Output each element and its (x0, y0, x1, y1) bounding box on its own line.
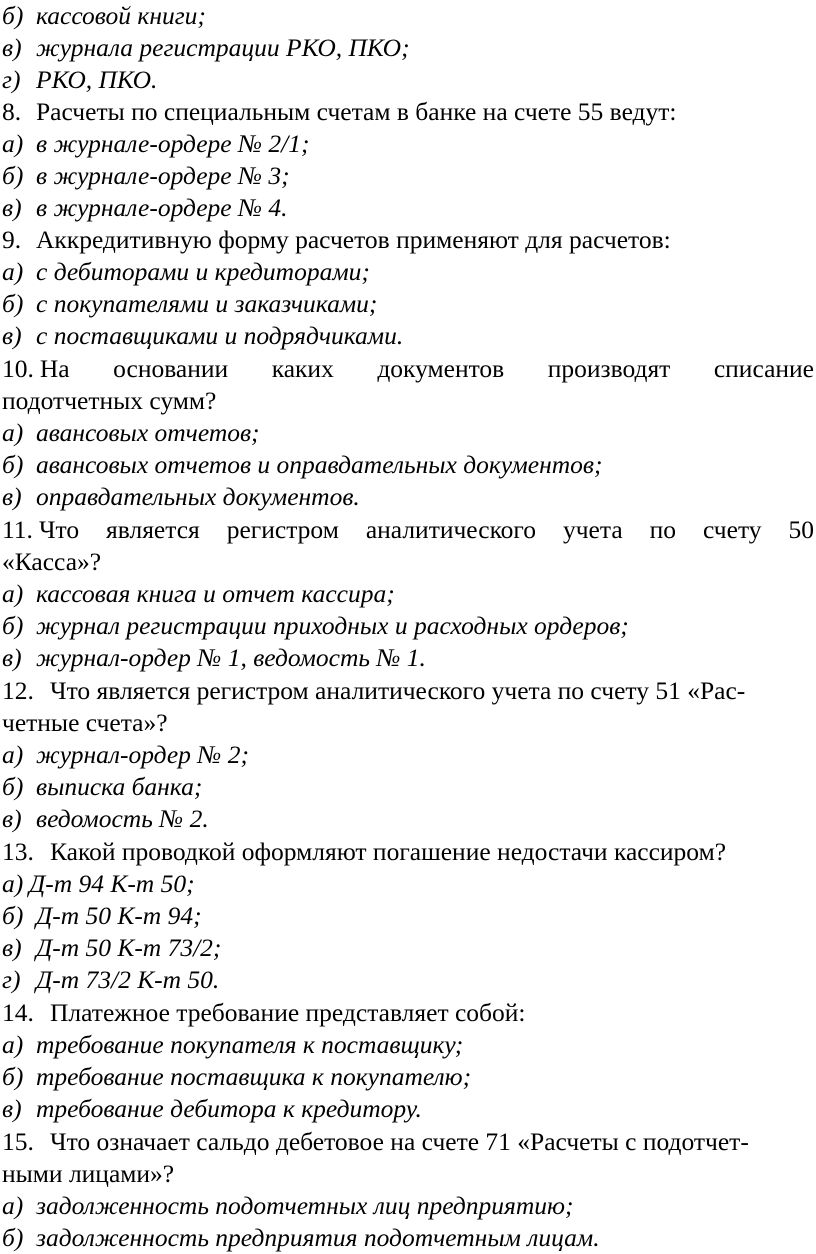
question-number: 10. (2, 354, 34, 383)
answer-option (2, 610, 814, 642)
option-label: а) (2, 418, 24, 447)
option-text: задолженность предприятия подотчетным лицам. (36, 1223, 600, 1252)
option-label: б) (2, 611, 24, 640)
option-label: в) (2, 933, 22, 962)
answer-option (2, 578, 814, 610)
option-label: в) (2, 33, 22, 62)
question-14 (2, 997, 814, 1029)
option-label: б) (2, 1062, 24, 1091)
question-8 (2, 96, 814, 128)
answer-option (2, 1190, 814, 1222)
option-text: Д-т 50 К-т 73/2; (36, 933, 222, 962)
option-text: журнал-ордер № 1, ведомость № 1. (36, 643, 426, 672)
question-text: Платежное требование представляет собой: (50, 998, 526, 1027)
question-number: 14. (2, 998, 34, 1027)
question-9 (2, 224, 814, 256)
question-text: Аккредитивную форму расчетов применяют для расчетов: (36, 225, 671, 254)
answer-option (2, 417, 814, 449)
option-label: а) (2, 129, 24, 158)
option-text: в журнале-ордере № 4. (36, 193, 288, 222)
answer-option (2, 481, 814, 513)
option-label: г) (2, 65, 21, 94)
option-text: задолженность подотчетных лиц предприятию; (36, 1191, 574, 1220)
option-label: а) (2, 257, 24, 286)
answer-option (2, 964, 814, 996)
question-15 (2, 1126, 814, 1158)
option-text: Д-т 73/2 К-т 50. (36, 965, 220, 994)
option-label: в) (2, 193, 22, 222)
answer-option (2, 0, 814, 32)
option-label: б) (2, 1, 24, 30)
option-label: в) (2, 804, 22, 833)
option-label: а) (2, 1191, 24, 1220)
option-text: журнал регистрации приходных и расходных ордеров; (36, 611, 629, 640)
question-number: 12. (2, 676, 34, 705)
answer-option (2, 1093, 814, 1125)
answer-option (2, 868, 814, 900)
option-text: требование покупателя к поставщику; (36, 1030, 464, 1059)
question-10 (2, 353, 814, 385)
option-label: б) (2, 1223, 24, 1252)
answer-option (2, 771, 814, 803)
option-label: в) (2, 321, 22, 350)
answer-option (2, 900, 814, 932)
answer-option (2, 64, 814, 96)
question-number: 13. (2, 837, 34, 866)
question-number: 15. (2, 1127, 34, 1156)
answer-option (2, 192, 814, 224)
question-11 (2, 514, 814, 546)
option-label: б) (2, 289, 24, 318)
option-label: в) (2, 482, 22, 511)
option-label: а) (2, 869, 24, 898)
answer-option (2, 1029, 814, 1061)
option-label: б) (2, 901, 24, 930)
question-12 (2, 675, 814, 707)
question-text: Что является регистром аналитического учета по счету 50 (38, 515, 814, 544)
option-label: в) (2, 643, 22, 672)
answer-option (2, 128, 814, 160)
answer-option (2, 320, 814, 352)
option-label: б) (2, 161, 24, 190)
question-text: Какой проводкой оформляют погашение недостачи кассиром? (50, 837, 727, 866)
option-text: с покупателями и заказчиками; (36, 289, 378, 318)
option-label: б) (2, 772, 24, 801)
option-text: с поставщиками и подрядчиками. (36, 321, 404, 350)
option-text: кассовая книга и отчет кассира; (36, 579, 395, 608)
answer-option (2, 288, 814, 320)
answer-option (2, 739, 814, 771)
option-text: РКО, ПКО. (36, 65, 158, 94)
question-continuation: «Касса»? (2, 547, 102, 576)
option-text: в журнале-ордере № 2/1; (36, 129, 310, 158)
option-label: в) (2, 1094, 22, 1123)
question-text: На основании каких документов производят списание (39, 354, 814, 383)
option-label: г) (2, 965, 21, 994)
option-text: авансовых отчетов и оправдательных документов; (36, 450, 603, 479)
option-text: авансовых отчетов; (36, 418, 260, 447)
option-label: а) (2, 1030, 24, 1059)
question-text: Расчеты по специальным счетам в банке на счете 55 ведут: (36, 97, 677, 126)
question-number: 11. (2, 515, 33, 544)
option-label: а) (2, 740, 24, 769)
question-continuation: четные счета»? (2, 708, 168, 737)
option-text: оправдательных документов. (36, 482, 360, 511)
option-text: требование дебитора к кредитору. (36, 1094, 422, 1123)
option-text: в журнале-ордере № 3; (36, 161, 290, 190)
question-13 (2, 836, 814, 868)
question-continuation: подотчетных сумм? (2, 386, 217, 415)
option-text: выписка банка; (36, 772, 203, 801)
option-text: Д-т 94 К-т 50; (29, 869, 195, 898)
question-number: 8. (2, 97, 22, 126)
answer-option (2, 1222, 814, 1254)
question-continuation: ными лицами»? (2, 1159, 175, 1188)
answer-option (2, 256, 814, 288)
answer-option (2, 642, 814, 674)
option-text: с дебиторами и кредиторами; (36, 257, 370, 286)
answer-option (2, 932, 814, 964)
answer-option (2, 1061, 814, 1093)
answer-option (2, 32, 814, 64)
question-text: Что является регистром аналитического учета по счету 51 «Рас- (50, 676, 746, 705)
option-label: а) (2, 579, 24, 608)
question-number: 9. (2, 225, 22, 254)
answer-option (2, 803, 814, 835)
answer-option (2, 160, 814, 192)
question-text: Что означает сальдо дебетовое на счете 71 «Расчеты с подотчет- (50, 1127, 749, 1156)
answer-option (2, 449, 814, 481)
option-text: Д-т 50 К-т 94; (36, 901, 202, 930)
option-label: б) (2, 450, 24, 479)
option-text: журнал-ордер № 2; (36, 740, 249, 769)
option-text: требование поставщика к покупателю; (36, 1062, 472, 1091)
option-text: кассовой книги; (36, 1, 206, 30)
option-text: журнала регистрации РКО, ПКО; (36, 33, 410, 62)
option-text: ведомость № 2. (36, 804, 209, 833)
